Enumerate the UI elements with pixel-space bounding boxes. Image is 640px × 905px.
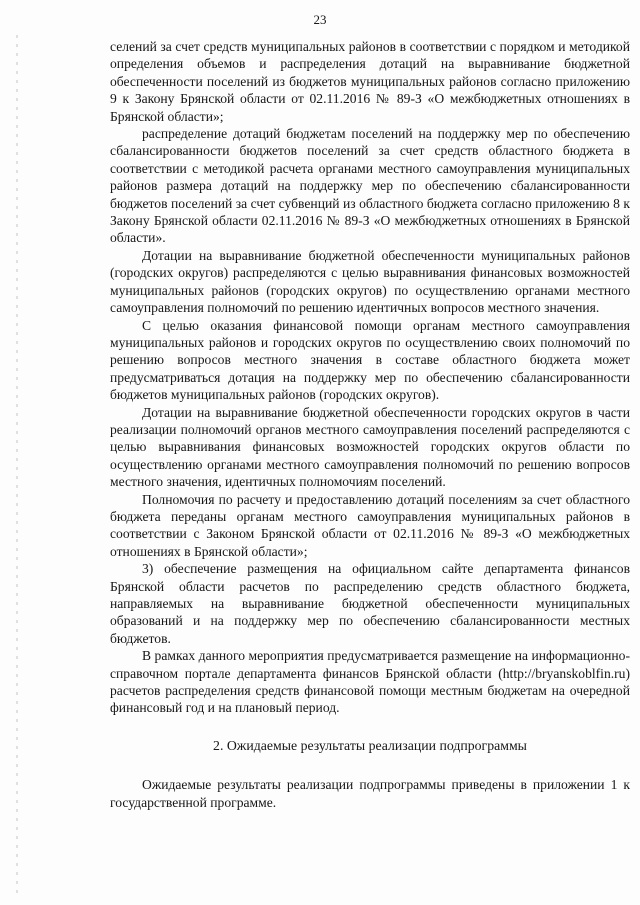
- paragraph: Полномочия по расчету и предоставлению дотаций поселениям за счет областного бюджета переданы органам местного самоуправления муниципальных районов в соответствии с Законом Брянской области от 02.11.2016 № 89-З «О межбюджетных отношениях в Брянской области»;: [110, 491, 630, 559]
- paragraph: Дотации на выравнивание бюджетной обеспеченности городских округов в части реализации полномочий органов местного самоуправления поселений распределяются с целью выравнивания финансовых возможностей городских округов области по осуществлению органами местного самоуправления полномочий по решению вопросов местного значения, идентичных полномочиям поселений.: [110, 404, 630, 490]
- paragraph: С целью оказания финансовой помощи органам местного самоуправления муниципальных районов и городских округов по осуществлению своих полномочий по решению вопросов местного значения в составе областного бюджета может предусматриваться дотация на поддержку мер по обеспечению сбалансированности бюджетов муниципальных районов (городских округов).: [110, 317, 630, 403]
- scan-margin-artifact: [16, 35, 18, 895]
- page-number: 23: [313, 12, 327, 27]
- paragraph: Дотации на выравнивание бюджетной обеспеченности муниципальных районов (городских округов) распределяются с целью выравнивания финансовых возможностей муниципальных районов (городских округов) по осуществлению органами местного самоуправления полномочий по решению идентичных вопросов местного значения.: [110, 247, 630, 316]
- paragraph: В рамках данного мероприятия предусматривается размещение на информационно-справочном портале департамента финансов Брянской области (http://bryanskoblfin.ru) расчетов распределения средств финансовой помощи местным бюджетам на очередной финансовый год и на плановый период.: [110, 648, 630, 716]
- paragraph: 3) обеспечение размещения на официальном сайте департамента финансов Брянской области расчетов по распределению средств областного бюджета, направляемых на выравнивание бюджетной обеспеченности муниципальных образований и на поддержку мер по обеспечению сбалансированности местных бюджетов.: [110, 561, 630, 646]
- closing-paragraph: Ожидаемые результаты реализации подпрограммы приведены в приложении 1 к государственной программе.: [110, 777, 630, 810]
- paragraph: распределение дотаций бюджетам поселений на поддержку мер по обеспечению сбалансированности бюджетов поселений за счет средств областного бюджета в соответствии с методикой расчета органами местного самоуправления муниципальных районов размера дотаций на поддержку мер по обеспечению сбалансированности бюджетов поселений за счет субвенций из областного бюджета согласно приложению 8 к Закону Брянской области 02.11.2016 № 89-З «О межбюджетных отношениях в Брянской области».: [110, 126, 630, 246]
- document-body: [110, 38, 630, 811]
- section-heading: 2. Ожидаемые результаты реализации подпрограммы: [213, 737, 527, 753]
- paragraph-continuation: селений за счет средств муниципальных районов в соответствии с порядком и методикой определения объемов и распределения дотаций на выравнивание бюджетной обеспеченности поселений из бюджетов муниципальных районов согласно приложению 9 к Закону Брянской области от 02.11.2016 № 89-З «О межбюджетных отношениях в Брянской области»;: [110, 39, 630, 124]
